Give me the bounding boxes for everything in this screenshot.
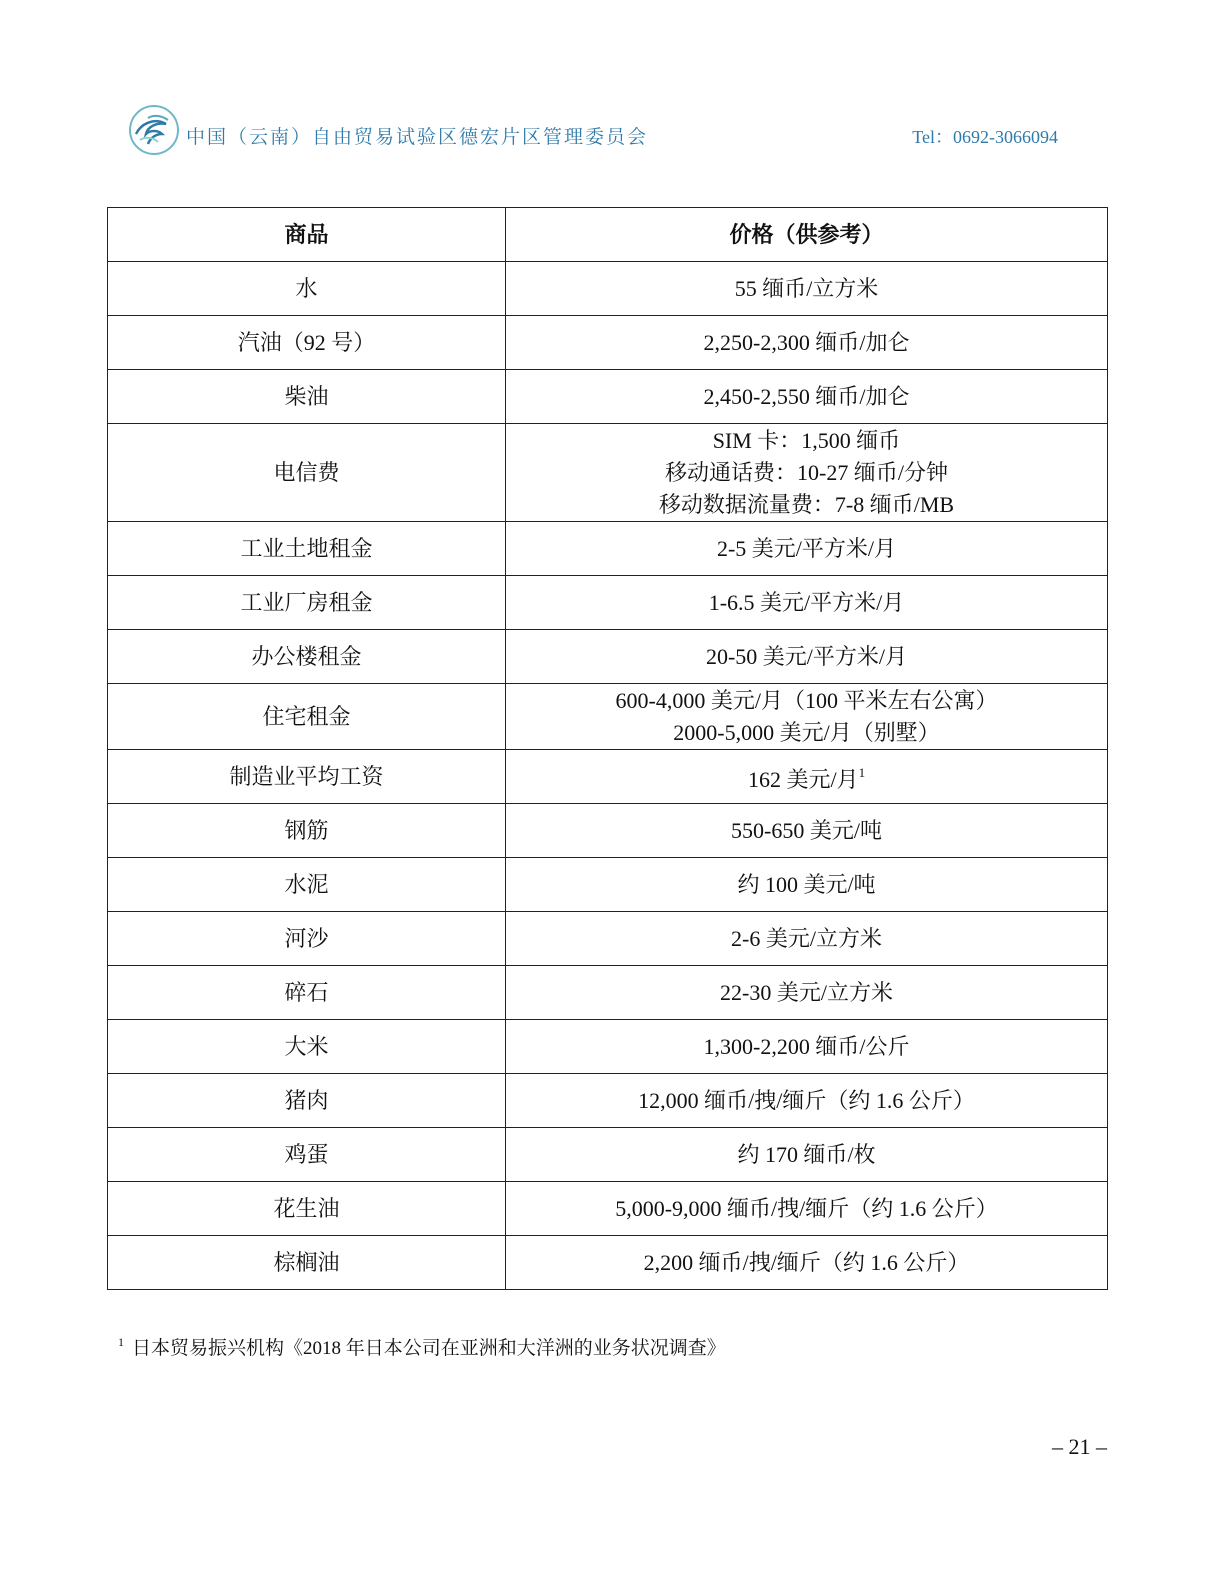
price-cell xyxy=(506,1182,1108,1236)
price-line xyxy=(512,425,1101,457)
item-cell: 办公楼租金 xyxy=(108,630,506,684)
org-name: 中国（云南）自由贸易试验区德宏片区管理委员会 xyxy=(186,126,649,148)
price-text: 22-30 美元/立方米 xyxy=(720,979,893,1005)
price-cell xyxy=(506,576,1108,630)
table-row xyxy=(108,522,1108,576)
price-text: 162 美元/月 xyxy=(747,767,859,792)
table-row xyxy=(108,858,1108,912)
price-cell xyxy=(506,424,1108,522)
item-cell: 棕榈油 xyxy=(108,1236,506,1290)
price-line xyxy=(512,1247,1101,1279)
price-cell xyxy=(506,912,1108,966)
price-line xyxy=(512,641,1101,673)
item-cell: 工业厂房租金 xyxy=(108,576,506,630)
price-line xyxy=(512,489,1101,521)
table-row xyxy=(108,424,1108,522)
price-cell xyxy=(506,630,1108,684)
table-row xyxy=(108,1182,1108,1236)
price-line xyxy=(512,717,1101,749)
price-line xyxy=(512,381,1101,413)
footnote-mark: 1 xyxy=(858,765,866,780)
footnote xyxy=(118,1333,726,1360)
table-row xyxy=(108,684,1108,750)
price-text: 600-4,000 美元/月（100 平米左右公寓） xyxy=(615,687,998,713)
table-row xyxy=(108,576,1108,630)
table-header-row xyxy=(108,208,1108,262)
price-line xyxy=(512,273,1101,305)
price-cell xyxy=(506,966,1108,1020)
price-text: SIM 卡：1,500 缅币 xyxy=(712,427,901,453)
item-cell: 工业土地租金 xyxy=(108,522,506,576)
item-cell: 电信费 xyxy=(108,424,506,522)
price-text: 2,450-2,550 缅币/加仑 xyxy=(703,383,910,409)
item-cell: 碎石 xyxy=(108,966,506,1020)
price-text: 移动数据流量费：7-8 缅币/MB xyxy=(658,491,955,517)
item-cell: 花生油 xyxy=(108,1182,506,1236)
phone-number: Tel：0692-3066094 xyxy=(912,127,1058,147)
price-text: 约 100 美元/吨 xyxy=(737,871,876,897)
table-row xyxy=(108,804,1108,858)
price-text: 2-6 美元/立方米 xyxy=(731,925,882,951)
price-text: 2000-5,000 美元/月（别墅） xyxy=(673,719,940,745)
price-text: 2,250-2,300 缅币/加仑 xyxy=(703,329,910,355)
price-cell xyxy=(506,370,1108,424)
price-line xyxy=(512,869,1101,901)
price-text: 55 缅币/立方米 xyxy=(734,275,879,301)
price-text: 2,200 缅币/拽/缅斤（约 1.6 公斤） xyxy=(643,1249,970,1275)
item-cell: 水泥 xyxy=(108,858,506,912)
table-row xyxy=(108,1128,1108,1182)
table-row xyxy=(108,912,1108,966)
footnote-text: 日本贸易振兴机构《2018 年日本公司在亚洲和大洋洲的业务状况调查》 xyxy=(132,1338,726,1359)
item-cell: 猪肉 xyxy=(108,1074,506,1128)
page-header xyxy=(128,104,1058,164)
price-line xyxy=(512,327,1101,359)
item-cell: 水 xyxy=(108,262,506,316)
footnote-number: 1 xyxy=(118,1335,124,1349)
price-line xyxy=(512,685,1101,717)
page-number: – 21 – xyxy=(1052,1434,1107,1459)
table-row xyxy=(108,630,1108,684)
price-line xyxy=(512,1139,1101,1171)
table-row xyxy=(108,750,1108,804)
item-cell: 住宅租金 xyxy=(108,684,506,750)
column-header-price: 价格（供参考） xyxy=(506,208,1108,262)
price-cell xyxy=(506,1074,1108,1128)
price-text: 移动通话费：10-27 缅币/分钟 xyxy=(665,459,948,485)
price-line xyxy=(512,1031,1101,1063)
price-cell xyxy=(506,1236,1108,1290)
price-cell xyxy=(506,262,1108,316)
price-cell xyxy=(506,750,1108,804)
price-cell xyxy=(506,684,1108,750)
price-line xyxy=(512,923,1101,955)
price-text: 2-5 美元/平方米/月 xyxy=(716,535,897,561)
table-row xyxy=(108,370,1108,424)
table-row xyxy=(108,966,1108,1020)
item-cell: 鸡蛋 xyxy=(108,1128,506,1182)
price-text: 12,000 缅币/拽/缅斤（约 1.6 公斤） xyxy=(638,1087,975,1113)
price-cell xyxy=(506,804,1108,858)
table-row xyxy=(108,262,1108,316)
price-line xyxy=(512,757,1101,796)
price-text: 约 170 缅币/枚 xyxy=(737,1141,876,1167)
price-cell xyxy=(506,522,1108,576)
price-cell xyxy=(506,316,1108,370)
wave-swirl-logo xyxy=(128,104,180,156)
item-cell: 河沙 xyxy=(108,912,506,966)
table-row xyxy=(108,1236,1108,1290)
price-text: 20-50 美元/平方米/月 xyxy=(705,643,908,669)
price-text: 1,300-2,200 缅币/公斤 xyxy=(703,1033,910,1059)
price-line xyxy=(512,1193,1101,1225)
price-line xyxy=(512,587,1101,619)
item-cell: 柴油 xyxy=(108,370,506,424)
table-row xyxy=(108,1074,1108,1128)
item-cell: 汽油（92 号） xyxy=(108,316,506,370)
price-cell xyxy=(506,1128,1108,1182)
price-text: 5,000-9,000 缅币/拽/缅斤（约 1.6 公斤） xyxy=(615,1195,998,1221)
item-cell: 制造业平均工资 xyxy=(108,750,506,804)
price-line xyxy=(512,815,1101,847)
table-row xyxy=(108,316,1108,370)
price-table xyxy=(107,207,1108,1290)
column-header-item: 商品 xyxy=(108,208,506,262)
price-cell xyxy=(506,1020,1108,1074)
price-text: 550-650 美元/吨 xyxy=(731,817,882,843)
price-line xyxy=(512,977,1101,1009)
price-cell xyxy=(506,858,1108,912)
price-line xyxy=(512,1085,1101,1117)
item-cell: 钢筋 xyxy=(108,804,506,858)
price-text: 1-6.5 美元/平方米/月 xyxy=(708,589,905,615)
price-line xyxy=(512,457,1101,489)
price-line xyxy=(512,533,1101,565)
item-cell: 大米 xyxy=(108,1020,506,1074)
table-row xyxy=(108,1020,1108,1074)
